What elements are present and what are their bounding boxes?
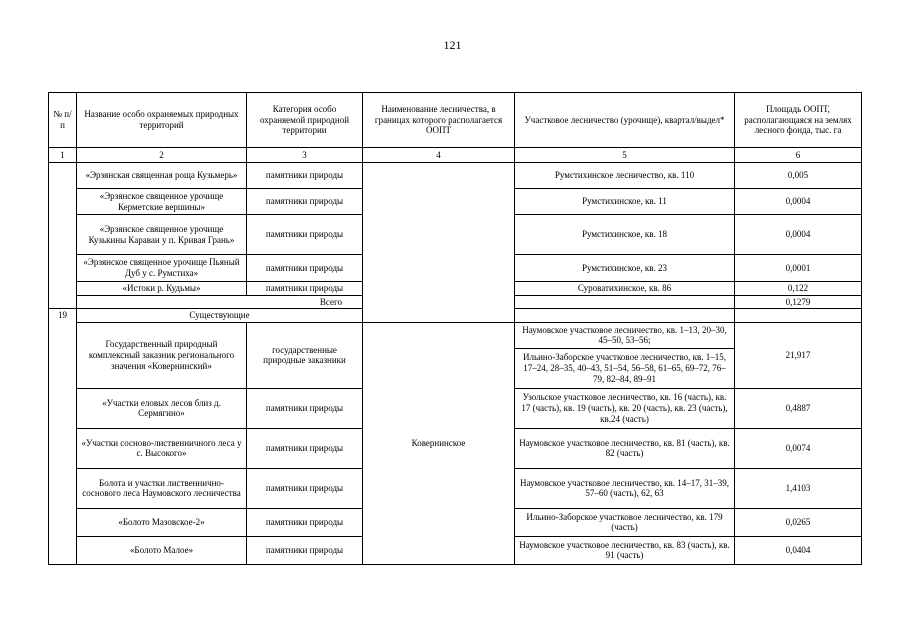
area-category: памятники природы <box>247 255 363 282</box>
column-number: 6 <box>735 148 862 163</box>
header-name: Название особо охраняемых природных территорий <box>77 93 247 148</box>
area-size: 21,917 <box>735 322 862 388</box>
total-value: 0,1279 <box>735 295 862 309</box>
header-area: Площадь ООПТ, располагающаяся на землях лесного фонда, тыс. га <box>735 93 862 148</box>
area-district: Наумовское участковое лесничество, кв. 81 (часть), кв. 82 (часть) <box>515 428 735 468</box>
area-name: «Участки еловых лесов близ д. Сермягино» <box>77 388 247 428</box>
header-category: Категория особо охраняемой природной территории <box>247 93 363 148</box>
area-name: «Болото Мазовское-2» <box>77 508 247 536</box>
row-number: 19 <box>49 309 77 565</box>
area-size: 0,0001 <box>735 255 862 282</box>
section-area-cell <box>735 309 862 323</box>
area-category: памятники природы <box>247 388 363 428</box>
area-district: Наумовское участковое лесничество, кв. 83 (часть), кв. 91 (часть) <box>515 536 735 564</box>
header-number: № п/п <box>49 93 77 148</box>
area-size: 0,0265 <box>735 508 862 536</box>
area-name: «Эрзянская священная роща Кузьмерь» <box>77 163 247 189</box>
column-number: 4 <box>363 148 515 163</box>
area-district: Румстихинское лесничество, кв. 110 <box>515 163 735 189</box>
area-size: 0,0074 <box>735 428 862 468</box>
area-name: Государственный природный комплексный заказник регионального значения «Ковернинский» <box>77 322 247 388</box>
area-district: Румстихинское, кв. 23 <box>515 255 735 282</box>
section-label: Существующие <box>77 309 363 323</box>
area-district: Ильино-Заборское участковое лесничество, кв. 179 (часть) <box>515 508 735 536</box>
area-name: «Эрзянское священное урочище Кузькины Караваи у п. Кривая Грань» <box>77 215 247 255</box>
table-row <box>49 163 862 189</box>
table-row <box>49 322 862 348</box>
header-forestry: Наименование лесничества, в границах которого располагается ООПТ <box>363 93 515 148</box>
area-name: «Эрзянское священное урочище Керметские вершины» <box>77 189 247 215</box>
section-district-cell <box>515 309 735 323</box>
header-district: Участковое лесничество (урочище), квартал/выдел* <box>515 93 735 148</box>
area-district: Румстихинское, кв. 18 <box>515 215 735 255</box>
area-district: Наумовское участковое лесничество, кв. 14–17, 31–39, 57–60 (часть), 62, 63 <box>515 468 735 508</box>
area-size: 1,4103 <box>735 468 862 508</box>
area-category: государственные природные заказники <box>247 322 363 388</box>
area-size: 0,0404 <box>735 536 862 564</box>
area-district: Наумовское участковое лесничество, кв. 1–13, 20–30, 45–50, 53–56; <box>515 322 735 348</box>
area-size: 0,0004 <box>735 189 862 215</box>
area-district: Узольское участковое лесничество, кв. 16 (часть), кв. 17 (часть), кв. 19 (часть), кв. 20 (часть), кв. 23 (часть), кв.24 (часть) <box>515 388 735 428</box>
total-label: Всего <box>77 295 363 309</box>
area-category: памятники природы <box>247 282 363 296</box>
page-number: 121 <box>443 38 462 52</box>
area-size: 0,4887 <box>735 388 862 428</box>
column-number: 3 <box>247 148 363 163</box>
area-district: Румстихинское, кв. 11 <box>515 189 735 215</box>
area-name: «Эрзянское священное урочище Пьяный Дуб у с. Румстиха» <box>77 255 247 282</box>
row-number-cell <box>49 163 77 309</box>
area-category: памятники природы <box>247 215 363 255</box>
area-category: памятники природы <box>247 536 363 564</box>
protected-areas-table <box>48 92 862 565</box>
area-category: памятники природы <box>247 468 363 508</box>
area-size: 0,0004 <box>735 215 862 255</box>
area-name: «Участки сосново-лиственничного леса у с. Высокого» <box>77 428 247 468</box>
forestry-name: Ковернинское <box>363 322 515 564</box>
area-category: памятники природы <box>247 508 363 536</box>
area-district: Суроватихинское, кв. 86 <box>515 282 735 296</box>
area-name: «Болото Малое» <box>77 536 247 564</box>
column-number: 1 <box>49 148 77 163</box>
column-number: 5 <box>515 148 735 163</box>
area-category: памятники природы <box>247 163 363 189</box>
area-category: памятники природы <box>247 428 363 468</box>
area-category: памятники природы <box>247 189 363 215</box>
area-size: 0,005 <box>735 163 862 189</box>
header-row <box>49 93 862 148</box>
column-number-row <box>49 148 862 163</box>
forestry-cell <box>363 163 515 323</box>
area-name: «Истоки р. Кудьмы» <box>77 282 247 296</box>
column-number: 2 <box>77 148 247 163</box>
area-size: 0,122 <box>735 282 862 296</box>
area-district: Ильино-Заборское участковое лесничество, кв. 1–15, 17–24, 28–35, 40–43, 51–54, 56–58, 61–65, 69–72, 76–79, 82–84, 89–91 <box>515 348 735 388</box>
area-name: Болота и участки лиственнично-соснового леса Наумовского лесничества <box>77 468 247 508</box>
total-district-cell <box>515 295 735 309</box>
